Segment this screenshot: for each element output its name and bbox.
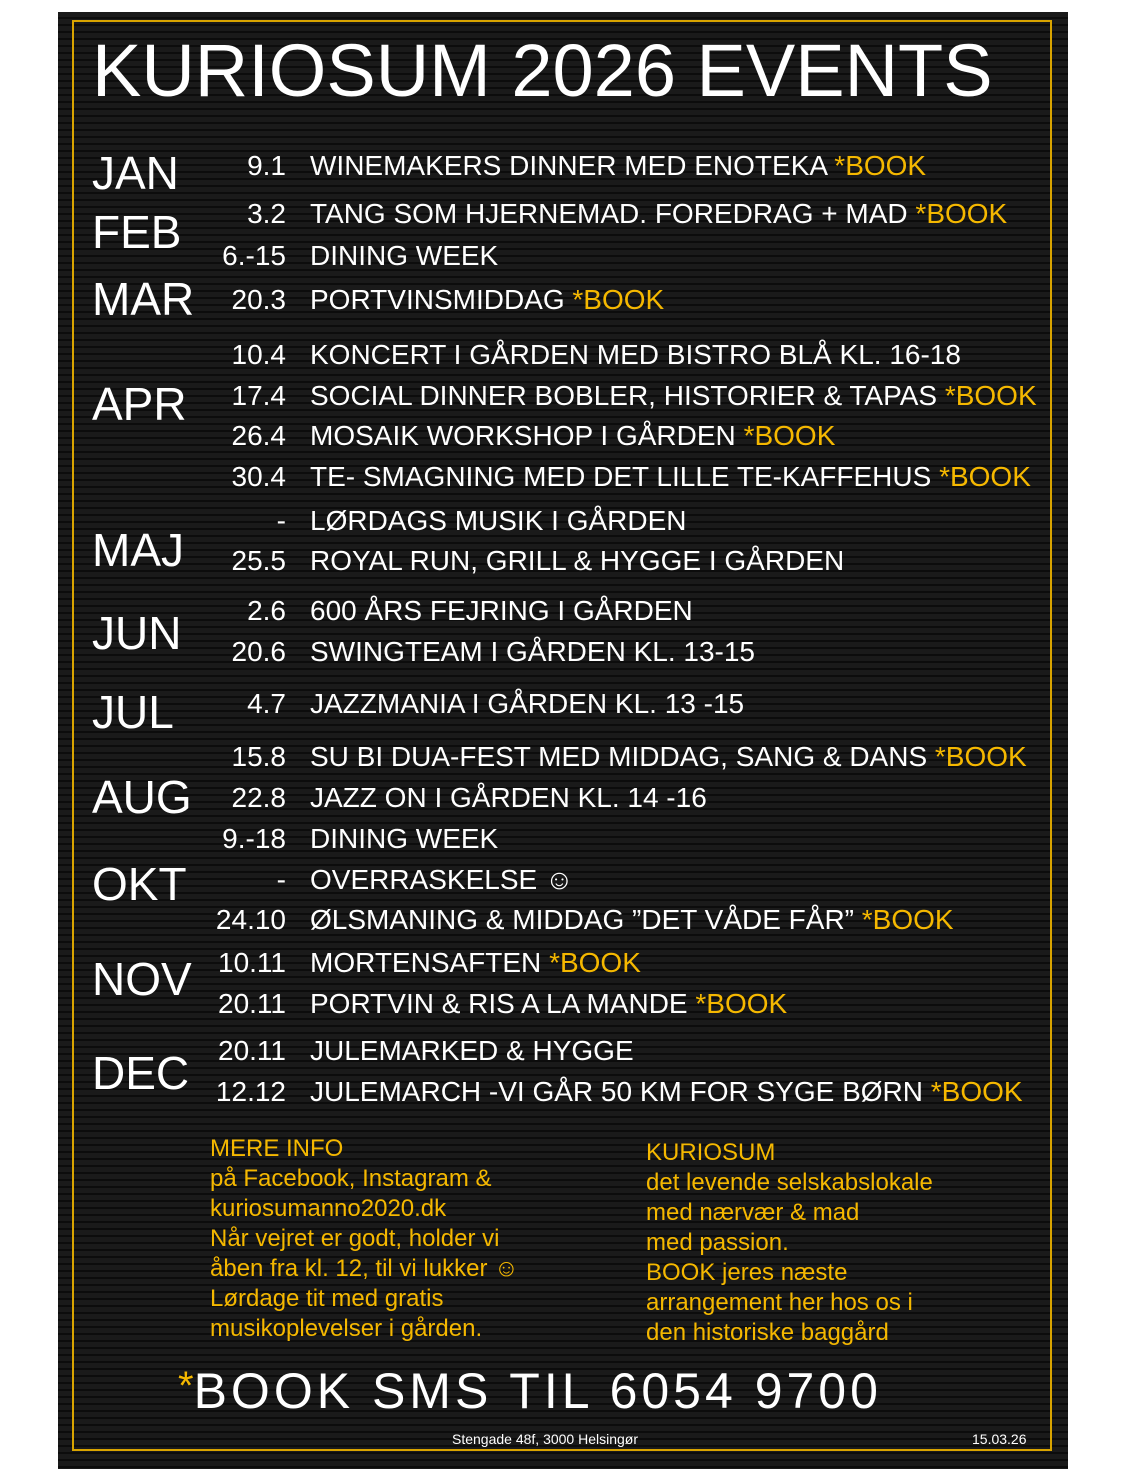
book-tag: *BOOK xyxy=(572,284,665,315)
info-left-line: MERE INFO xyxy=(210,1135,344,1162)
event-date: 20.11 xyxy=(218,988,286,1019)
month-apr: APR xyxy=(92,378,187,430)
month-okt: OKT xyxy=(92,858,187,910)
info-left-line: kuriosumanno2020.dk xyxy=(210,1195,447,1222)
event-item xyxy=(310,463,1031,491)
event-date: 22.8 xyxy=(231,782,286,813)
cta-text: BOOK SMS TIL 6054 9700 xyxy=(193,1363,882,1419)
event-date: 24.10 xyxy=(215,904,286,935)
event-item xyxy=(310,200,1007,228)
event-text: SU BI DUA-FEST MED MIDDAG, SANG & DANS xyxy=(310,741,928,772)
event-text: SWINGTEAM I GÅRDEN KL. 13-15 xyxy=(310,636,755,667)
book-tag: *BOOK xyxy=(834,150,927,181)
info-right-line: arrangement her hos os i xyxy=(646,1289,913,1316)
event-item xyxy=(310,1037,634,1065)
month-jul: JUL xyxy=(92,686,174,738)
event-date: 10.4 xyxy=(231,339,286,370)
info-left-line: Lørdage tit med gratis xyxy=(210,1285,444,1312)
event-text: MORTENSAFTEN xyxy=(310,947,542,978)
event-text: OVERRASKELSE ☺ xyxy=(310,864,574,895)
book-tag: *BOOK xyxy=(861,904,954,935)
event-date: - xyxy=(276,505,286,536)
event-date: 2.6 xyxy=(247,595,286,626)
month-nov: NOV xyxy=(92,953,192,1005)
event-text: DINING WEEK xyxy=(310,240,499,271)
event-text: SOCIAL DINNER BOBLER, HISTORIER & TAPAS xyxy=(310,380,938,411)
info-left xyxy=(210,1134,519,1344)
month-aug: AUG xyxy=(92,771,192,823)
event-item xyxy=(310,382,1037,410)
event-item xyxy=(310,152,926,180)
event-text: JAZZMANIA I GÅRDEN KL. 13 -15 xyxy=(310,688,745,719)
event-item xyxy=(310,597,693,625)
date-stamp: 15.03.26 xyxy=(972,1431,1027,1447)
event-date: - xyxy=(276,864,286,895)
event-item xyxy=(310,547,844,575)
event-text: PORTVINSMIDDAG xyxy=(310,284,565,315)
month-jun: JUN xyxy=(92,607,182,659)
event-date: 20.11 xyxy=(218,1035,286,1066)
info-right-line: med nærvær & mad xyxy=(646,1199,860,1226)
event-item xyxy=(310,690,744,718)
event-item xyxy=(310,990,787,1018)
event-text: ROYAL RUN, GRILL & HYGGE I GÅRDEN xyxy=(310,545,845,576)
book-tag: *BOOK xyxy=(743,420,836,451)
event-text: JULEMARCH -VI GÅR 50 KM FOR SYGE BØRN xyxy=(310,1076,923,1107)
event-item xyxy=(310,906,954,934)
event-date: 6.-15 xyxy=(222,240,286,271)
event-item xyxy=(310,286,664,314)
event-date: 9.1 xyxy=(247,150,286,181)
event-text: PORTVIN & RIS A LA MANDE xyxy=(310,988,688,1019)
month-feb: FEB xyxy=(92,206,182,258)
month-mar: MAR xyxy=(92,273,195,325)
event-date: 20.3 xyxy=(231,284,286,315)
event-date: 17.4 xyxy=(231,380,286,411)
book-tag: *BOOK xyxy=(915,198,1008,229)
event-text: LØRDAGS MUSIK I GÅRDEN xyxy=(310,505,687,536)
event-text: JULEMARKED & HYGGE xyxy=(310,1035,634,1066)
month-jan: JAN xyxy=(92,147,179,199)
address: Stengade 48f, 3000 Helsingør xyxy=(452,1431,639,1447)
info-right-line: det levende selskabslokale xyxy=(646,1169,933,1196)
cta-star: * xyxy=(178,1364,194,1408)
event-text: 600 ÅRS FEJRING I GÅRDEN xyxy=(310,595,693,626)
event-text: JAZZ ON I GÅRDEN KL. 14 -16 xyxy=(310,782,707,813)
event-item xyxy=(310,1078,1023,1106)
info-left-line: Når vejret er godt, holder vi xyxy=(210,1225,500,1252)
event-date: 15.8 xyxy=(231,741,286,772)
info-left-line: på Facebook, Instagram & xyxy=(210,1165,492,1192)
event-text: KONCERT I GÅRDEN MED BISTRO BLÅ KL. 16-18 xyxy=(310,339,961,370)
event-date: 10.11 xyxy=(218,947,286,978)
event-item xyxy=(310,242,498,270)
event-text: WINEMAKERS DINNER MED ENOTEKA xyxy=(310,150,827,181)
info-left-line: musikoplevelser i gården. xyxy=(210,1315,483,1342)
info-left-line: åben fra kl. 12, til vi lukker ☺ xyxy=(210,1255,519,1282)
event-item xyxy=(310,507,687,535)
event-date: 3.2 xyxy=(247,198,286,229)
event-item xyxy=(310,784,707,812)
month-maj: MAJ xyxy=(92,524,184,576)
month-dec: DEC xyxy=(92,1047,190,1099)
event-text: DINING WEEK xyxy=(310,823,499,854)
book-tag: *BOOK xyxy=(549,947,641,978)
info-right xyxy=(646,1138,933,1348)
poster-title: KURIOSUM 2026 EVENTS xyxy=(92,29,993,112)
event-date: 9.-18 xyxy=(222,823,286,854)
event-item xyxy=(310,638,755,666)
event-item xyxy=(310,949,641,977)
booking-cta xyxy=(178,1363,882,1419)
info-right-line: BOOK jeres næste xyxy=(646,1259,848,1286)
event-date: 30.4 xyxy=(231,461,286,492)
info-right-line: den historiske baggård xyxy=(646,1319,889,1346)
book-tag: *BOOK xyxy=(695,988,788,1019)
info-right-line: KURIOSUM xyxy=(646,1139,776,1166)
event-item xyxy=(310,743,1027,771)
event-item xyxy=(310,825,498,853)
event-text: ØLSMANING & MIDDAG ”DET VÅDE FÅR” xyxy=(310,904,854,935)
event-text: MOSAIK WORKSHOP I GÅRDEN xyxy=(310,420,736,451)
book-tag: *BOOK xyxy=(930,1076,1023,1107)
info-right-line: med passion. xyxy=(646,1229,789,1256)
event-item xyxy=(310,866,574,894)
book-tag: *BOOK xyxy=(944,380,1037,411)
event-item xyxy=(310,422,835,450)
event-item xyxy=(310,341,961,369)
event-text: TE- SMAGNING MED DET LILLE TE-KAFFEHUS xyxy=(310,461,932,492)
event-date: 20.6 xyxy=(231,636,286,667)
event-date: 4.7 xyxy=(247,688,286,719)
event-date: 25.5 xyxy=(231,545,286,576)
book-tag: *BOOK xyxy=(939,461,1031,492)
event-date: 12.12 xyxy=(215,1076,286,1107)
event-date: 26.4 xyxy=(231,420,286,451)
book-tag: *BOOK xyxy=(934,741,1027,772)
event-text: TANG SOM HJERNEMAD. FOREDRAG + MAD xyxy=(310,198,908,229)
